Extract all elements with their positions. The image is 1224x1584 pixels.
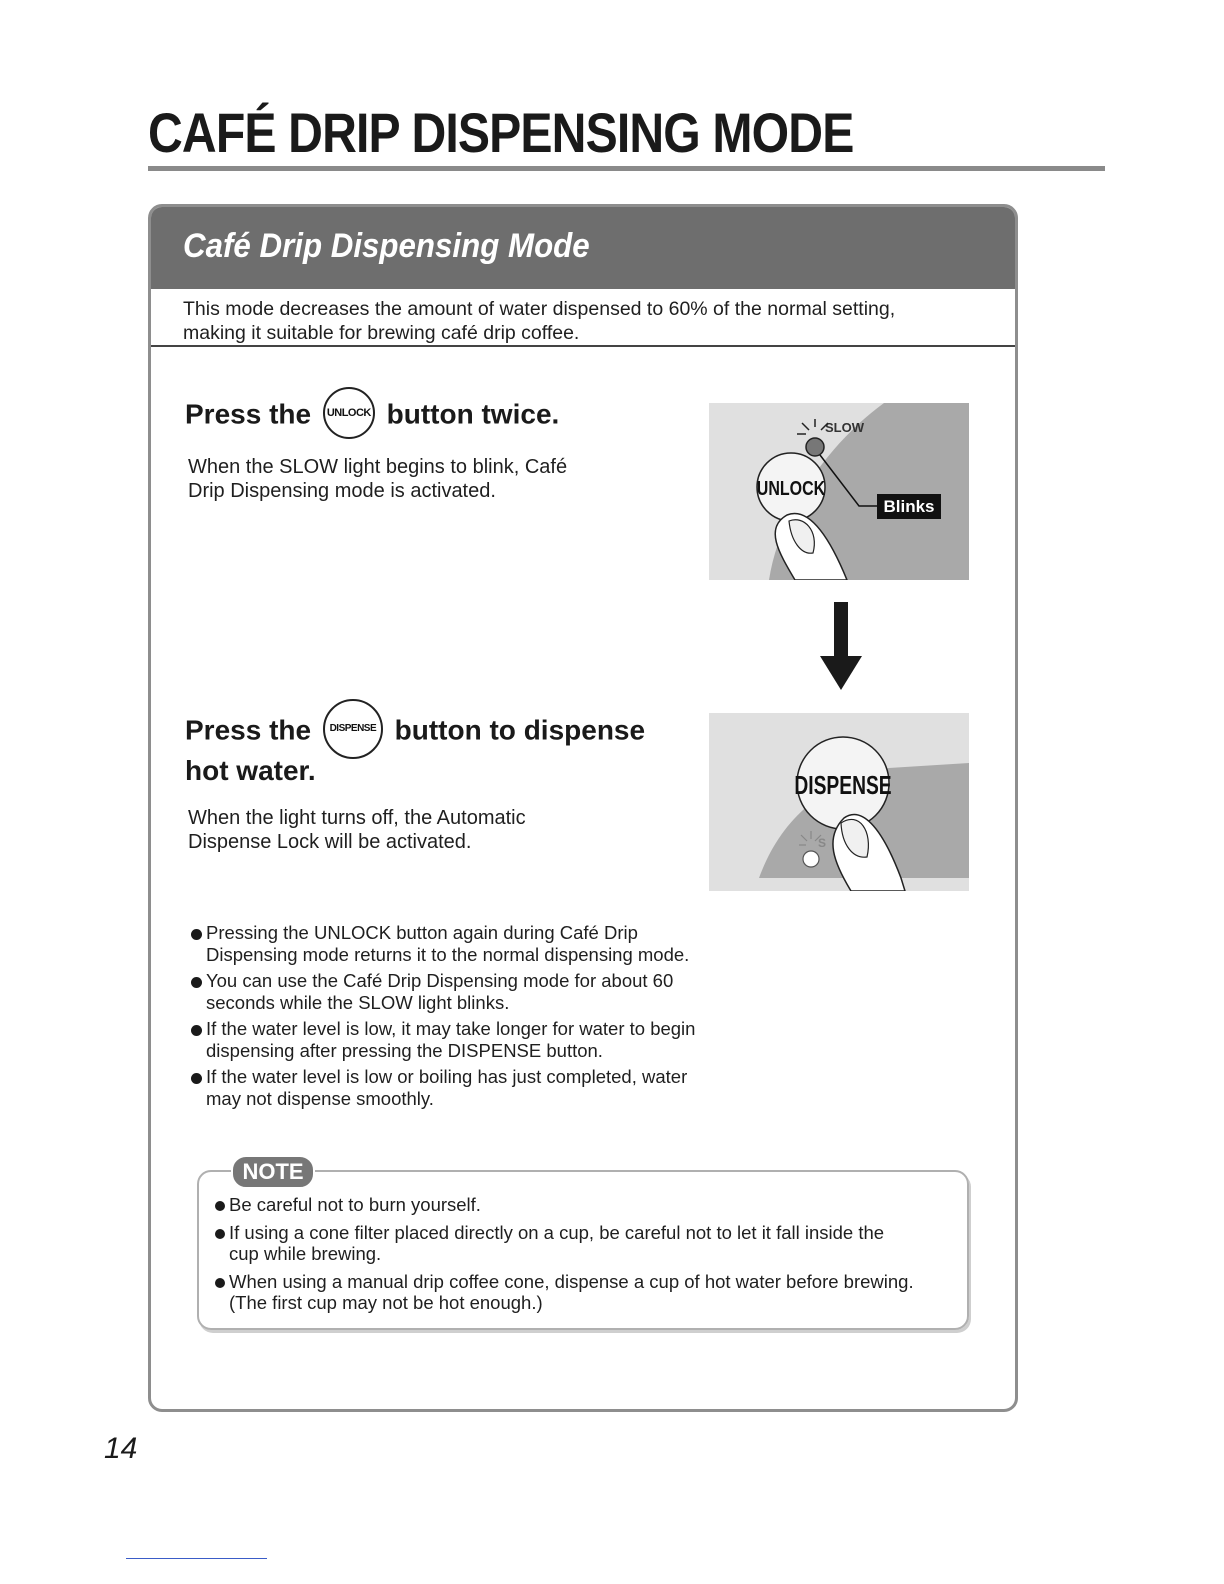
list-item-line: If the water level is low, it may take longer for water to begin [206, 1018, 696, 1039]
step1-heading-prefix: Press the [185, 398, 312, 430]
step2-text-line: Dispense Lock will be activated. [188, 831, 472, 853]
note-box [197, 1159, 969, 1330]
step1-heading-suffix: button twice. [386, 398, 560, 430]
list-item-line: Pressing the UNLOCK button again during Café Drip [206, 922, 638, 943]
dispense-badge-label: DISPENSE [329, 723, 377, 734]
blinks-callout-label: Blinks [883, 497, 935, 516]
list-item [190, 1066, 750, 1110]
unlock-illustration-drawing [709, 403, 969, 580]
slow-light-off-indicator [803, 851, 819, 867]
list-item [215, 1271, 960, 1313]
list-item-line: dispensing after pressing the DISPENSE button. [206, 1040, 603, 1061]
note-badge: NOTE [231, 1155, 315, 1189]
list-item [215, 1194, 960, 1215]
unlock-badge-label: UNLOCK [326, 407, 371, 419]
step1-text-line: Drip Dispensing mode is activated. [188, 480, 496, 502]
step2-text [188, 806, 526, 854]
list-item-line: Be careful not to burn yourself. [229, 1194, 481, 1215]
title-rule [148, 166, 1105, 171]
unlock-illustration [709, 403, 969, 580]
list-item-line: (The first cup may not be hot enough.) [229, 1292, 543, 1313]
page-number: 14 [104, 1432, 138, 1465]
step1-text-line: When the SLOW light begins to blink, Café [188, 456, 568, 478]
list-item-line: Dispensing mode returns it to the normal dispensing mode. [206, 944, 690, 965]
unlock-panel-button-label: UNLOCK [756, 477, 826, 500]
list-item-line: When using a manual drip coffee cone, dispense a cup of hot water before brewing. [229, 1271, 914, 1292]
list-item-line: If using a cone filter placed directly on a cup, be careful not to let it fall inside the [229, 1222, 885, 1243]
dispense-illustration-drawing [709, 713, 969, 891]
step2-heading-suffix: button to dispense [394, 714, 646, 746]
arrow-down-icon [818, 602, 864, 690]
list-item [190, 922, 750, 966]
unlock-button-icon [323, 387, 375, 439]
panel-intro [151, 289, 1015, 347]
dispense-button-icon [323, 699, 383, 759]
list-item [190, 970, 750, 1014]
intro-line: This mode decreases the amount of water dispensed to 60% of the normal setting, [183, 298, 896, 320]
step2-heading-line2: hot water. [185, 755, 316, 786]
note-list [215, 1194, 960, 1320]
page-title: CAFÉ DRIP DISPENSING MODE [148, 101, 854, 164]
footer-line [126, 1558, 267, 1559]
step1-text [188, 455, 567, 503]
list-item-line: seconds while the SLOW light blinks. [206, 992, 510, 1013]
step2-heading-prefix: Press the [185, 714, 312, 746]
dispense-illustration [709, 713, 969, 891]
step1-heading [185, 390, 559, 442]
slow-light-label: SLOW [825, 420, 864, 435]
list-item-line: cup while brewing. [229, 1243, 382, 1264]
dispense-panel-button-label: DISPENSE [794, 770, 892, 800]
step2-text-line: When the light turns off, the Automatic [188, 807, 526, 829]
tips-list [190, 922, 750, 1114]
blink-rays-icon [797, 419, 828, 434]
list-item-line: If the water level is low or boiling has just completed, water [206, 1066, 688, 1087]
panel-header [151, 207, 1015, 289]
list-item [215, 1222, 960, 1264]
slow-light-indicator [806, 438, 824, 456]
list-item-line: may not dispense smoothly. [206, 1088, 434, 1109]
list-item [190, 1018, 750, 1062]
intro-line: making it suitable for brewing café drip coffee. [183, 322, 580, 344]
list-item-line: You can use the Café Drip Dispensing mode for about 60 [206, 970, 674, 991]
light-label: S [818, 836, 827, 850]
panel-title: Café Drip Dispensing Mode [183, 227, 590, 265]
